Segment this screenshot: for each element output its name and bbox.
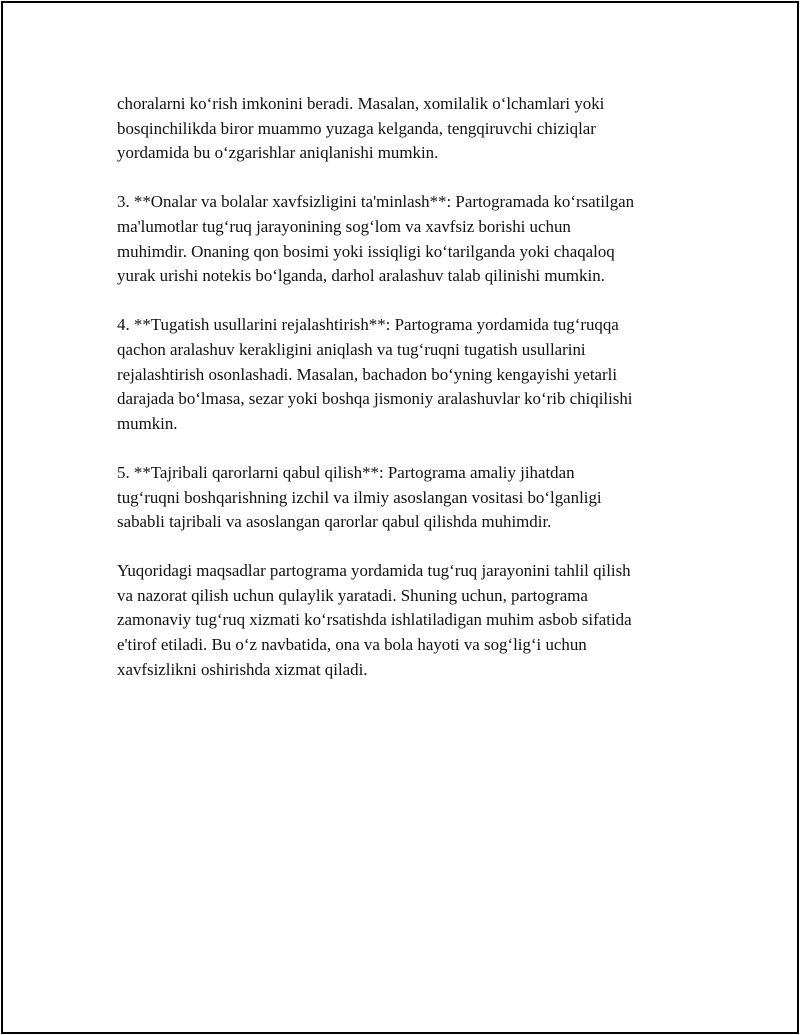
text-line: xavfsizlikni oshirishda xizmat qiladi. [117, 659, 368, 679]
text-line: darajada bo‘lmasa, sezar yoki boshqa jismoniy aralashuvlar ko‘rib chiqilishi [117, 389, 633, 409]
paragraph-item-3 [117, 190, 695, 288]
text-line: 4. **Tugatish usullarini rejalashtirish**: Partograma yordamida tug‘ruqqa [117, 315, 619, 335]
text-line: sababli tajribali va asoslangan qarorlar qabul qilishda muhimdir. [117, 512, 552, 532]
text-line: 3. **Onalar va bolalar xavfsizligini ta'minlash**: Partogramada ko‘rsatilgan [117, 192, 635, 212]
text-line: choralarni ko‘rish imkonini beradi. Masalan, xomilalik o‘lchamlari yoki [117, 94, 605, 113]
text-line: muhimdir. Onaning qon bosimi yoki issiqligi ko‘tarilganda yoki chaqaloq [117, 241, 615, 261]
text-line: yordamida bu o‘zgarishlar aniqlanishi mumkin. [117, 143, 439, 163]
paragraph-continuation [117, 92, 695, 166]
text-line: rejalashtirish osonlashadi. Masalan, bachadon bo‘yning kengayishi yetarli [117, 364, 618, 384]
text-line: 5. **Tajribali qarorlarni qabul qilish**: Partograma amaliy jihatdan [117, 462, 575, 482]
paragraph-item-5 [117, 461, 695, 535]
text-line: ma'lumotlar tug‘ruq jarayonining sog‘lom va xavfsiz borishi uchun [117, 216, 571, 236]
text-line: tug‘ruqni boshqarishning izchil va ilmiy asoslangan vositasi bo‘lganligi [117, 487, 602, 507]
text-line: yurak urishi notekis bo‘lganda, darhol aralashuv talab qilinishi mumkin. [117, 266, 605, 286]
text-line: bosqinchilikda biror muammo yuzaga kelganda, tengqiruvchi chiziqlar [117, 118, 596, 138]
document-body [117, 92, 695, 707]
text-line: zamonaviy tug‘ruq xizmati ko‘rsatishda ishlatiladigan muhim asbob sifatida [117, 610, 632, 630]
text-line: mumkin. [117, 413, 178, 433]
paragraph-conclusion [117, 559, 695, 682]
text-line: Yuqoridagi maqsadlar partograma yordamida tug‘ruq jarayonini tahlil qilish [117, 561, 631, 581]
text-line: qachon aralashuv kerakligini aniqlash va tug‘ruqni tugatish usullarini [117, 339, 586, 359]
text-line: e'tirof etiladi. Bu o‘z navbatida, ona va bola hayoti va sog‘lig‘i uchun [117, 635, 587, 655]
paragraph-item-4 [117, 313, 695, 436]
text-line: va nazorat qilish uchun qulaylik yaratadi. Shuning uchun, partograma [117, 585, 588, 605]
